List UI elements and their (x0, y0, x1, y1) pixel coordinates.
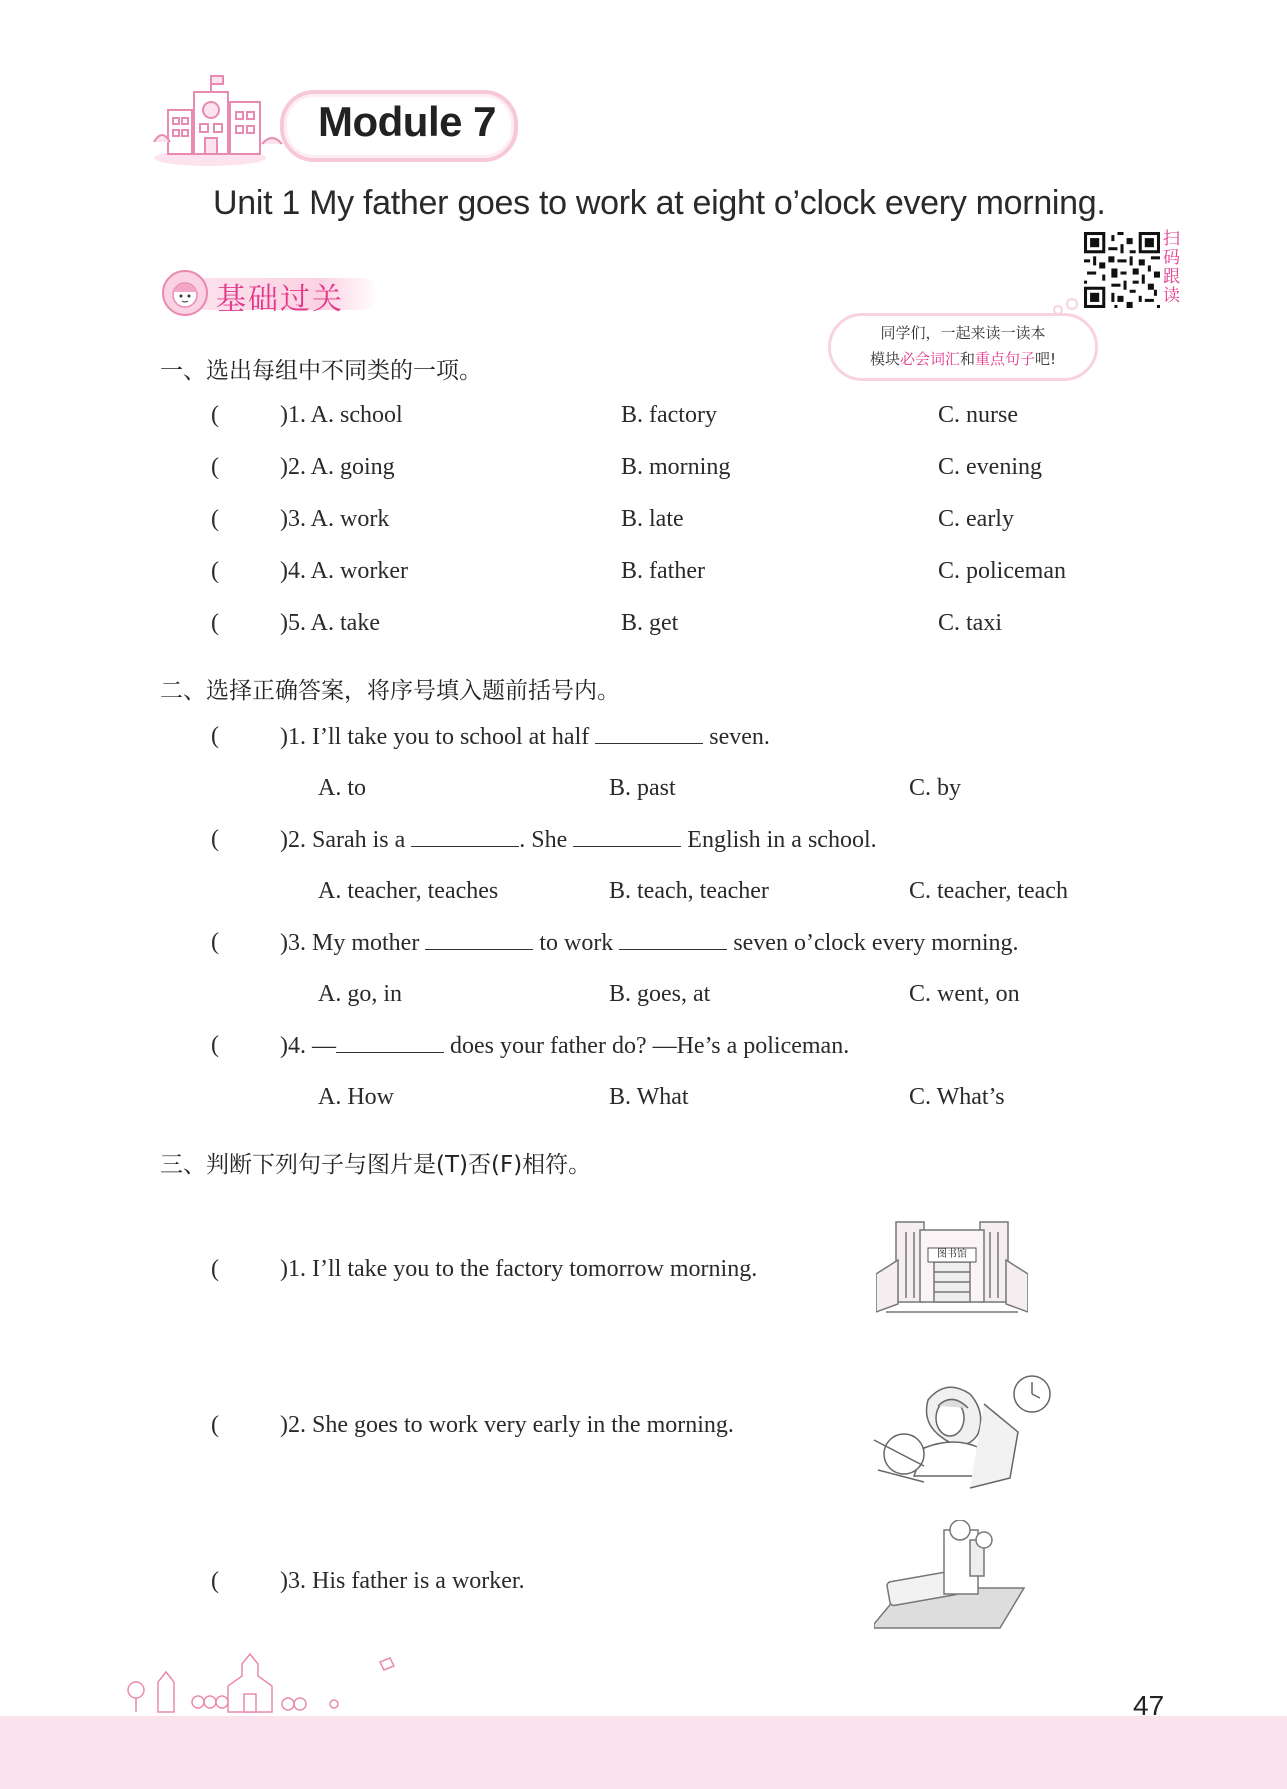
section-badge (158, 266, 378, 318)
s2-q2-suffix: English in a school. (687, 827, 877, 853)
woman-driving-icon (864, 1370, 1060, 1494)
paren: ( (211, 1256, 219, 1282)
tip-line-2 (839, 346, 1087, 372)
s1-item-3-c: C. early (938, 506, 1014, 532)
footer-band (0, 1716, 1287, 1789)
tip-line-2-suffix: 吧! (1035, 350, 1057, 368)
s2-q3 (280, 929, 1019, 957)
tip-line-2-mid: 和 (959, 350, 975, 368)
section-title: 基础过关 (216, 282, 344, 317)
girl-avatar-icon (160, 268, 210, 318)
s2-q1-option-c: C. by (909, 775, 962, 801)
paren: ( (211, 610, 219, 636)
library-picture (876, 1212, 1028, 1320)
paren: ( (211, 826, 219, 852)
section1-heading: 一、选出每组中不同类的一项。 (160, 358, 482, 384)
paren: ( (211, 506, 219, 532)
s3-item-1-text: )1. I’ll take you to the factory tomorrow morning. (280, 1256, 758, 1282)
paren: ( (211, 558, 219, 584)
paren: ( (211, 454, 219, 480)
tip-line-2-prefix: 模块 (869, 350, 900, 368)
s3-item-2-text: )2. She goes to work very early in the morning. (280, 1412, 734, 1438)
tip-vocab: 必会词汇 (899, 350, 960, 368)
tip-bubble (828, 313, 1098, 381)
s2-q1-option-a: A. to (318, 775, 366, 801)
paren: ( (211, 723, 219, 749)
s2-q3-prefix: )3. My mother (280, 930, 420, 956)
s1-item-2-b: B. morning (621, 454, 731, 480)
tip-bubble-text (839, 320, 1087, 372)
paren: ( (211, 1032, 219, 1058)
s1-item-1-c: C. nurse (938, 402, 1018, 428)
s2-q2-mid: . She (519, 827, 568, 853)
module-title: Module 7 (318, 98, 497, 145)
s2-q2-option-b: B. teach, teacher (609, 878, 769, 904)
s2-q4-option-a: A. How (318, 1084, 394, 1110)
s1-item-2-a: )2. A. going (280, 454, 395, 480)
s2-q3-option-a: A. go, in (318, 981, 402, 1007)
s1-item-3-a: )3. A. work (280, 506, 390, 532)
library-building-icon (876, 1212, 1028, 1320)
s1-item-3-b: B. late (621, 506, 684, 532)
s2-q2 (280, 826, 877, 854)
paren: ( (211, 1412, 219, 1438)
s2-q1-prefix: )1. I’ll take you to school at half (280, 724, 590, 750)
building-illustration-icon (150, 72, 290, 170)
s1-item-4-a: )4. A. worker (280, 558, 408, 584)
s1-item-2-c: C. evening (938, 454, 1042, 480)
library-sign: 图书馆 (937, 1249, 967, 1260)
s3-item-3-text: )3. His father is a worker. (280, 1568, 525, 1594)
s2-q3-option-c: C. went, on (909, 981, 1020, 1007)
s1-item-5-c: C. taxi (938, 610, 1002, 636)
answer-blank[interactable] (595, 723, 703, 744)
s2-q3-option-b: B. goes, at (609, 981, 711, 1007)
answer-blank[interactable] (425, 929, 533, 950)
footer-town-icon (120, 1646, 420, 1716)
s1-item-1-b: B. factory (621, 402, 717, 428)
s2-q4-option-c: C. What’s (909, 1084, 1005, 1110)
section2-heading: 二、选择正确答案，将序号填入题前括号内。 (160, 678, 620, 704)
s2-q3-mid: to work (539, 930, 614, 956)
unit-title: Unit 1 My father goes to work at eight o’clock every morning. (213, 184, 1106, 222)
s1-item-5-a: )5. A. take (280, 610, 380, 636)
bubble-tail-icon (1050, 296, 1090, 316)
tip-sentences: 重点句子 (975, 350, 1036, 368)
s1-item-4-b: B. father (621, 558, 705, 584)
worker-factory-icon (874, 1520, 1030, 1640)
s2-q2-prefix: )2. Sarah is a (280, 827, 406, 853)
tip-line-1: 同学们，一起来读一读本 (880, 324, 1046, 342)
s1-item-4-c: C. policeman (938, 558, 1066, 584)
s2-q4 (280, 1032, 849, 1060)
s2-q2-option-c: C. teacher, teach (909, 878, 1068, 904)
s2-q2-option-a: A. teacher, teaches (318, 878, 499, 904)
section3-heading: 三、判断下列句子与图片是(T)否(F)相符。 (160, 1152, 592, 1178)
paren: ( (211, 402, 219, 428)
paren: ( (211, 929, 219, 955)
answer-blank[interactable] (619, 929, 727, 950)
s2-q1-suffix: seven. (709, 724, 770, 750)
s2-q3-suffix: seven o’clock every morning. (733, 930, 1019, 956)
answer-blank[interactable] (336, 1032, 444, 1053)
s1-item-1-a: )1. A. school (280, 402, 403, 428)
answer-blank[interactable] (573, 826, 681, 847)
s2-q1 (280, 723, 770, 751)
module-badge (150, 72, 520, 170)
page-number: 47 (1133, 1690, 1165, 1721)
s2-q4-option-b: B. What (609, 1084, 689, 1110)
answer-blank[interactable] (411, 826, 519, 847)
s2-q4-suffix: does your father do? —He’s a policeman. (450, 1033, 850, 1059)
paren: ( (211, 1568, 219, 1594)
s2-q4-prefix: )4. — (280, 1033, 336, 1059)
qr-code-icon[interactable] (1084, 232, 1160, 308)
qr-label: 扫码跟读 (1163, 229, 1180, 306)
s2-q1-option-b: B. past (609, 775, 676, 801)
s1-item-5-b: B. get (621, 610, 679, 636)
